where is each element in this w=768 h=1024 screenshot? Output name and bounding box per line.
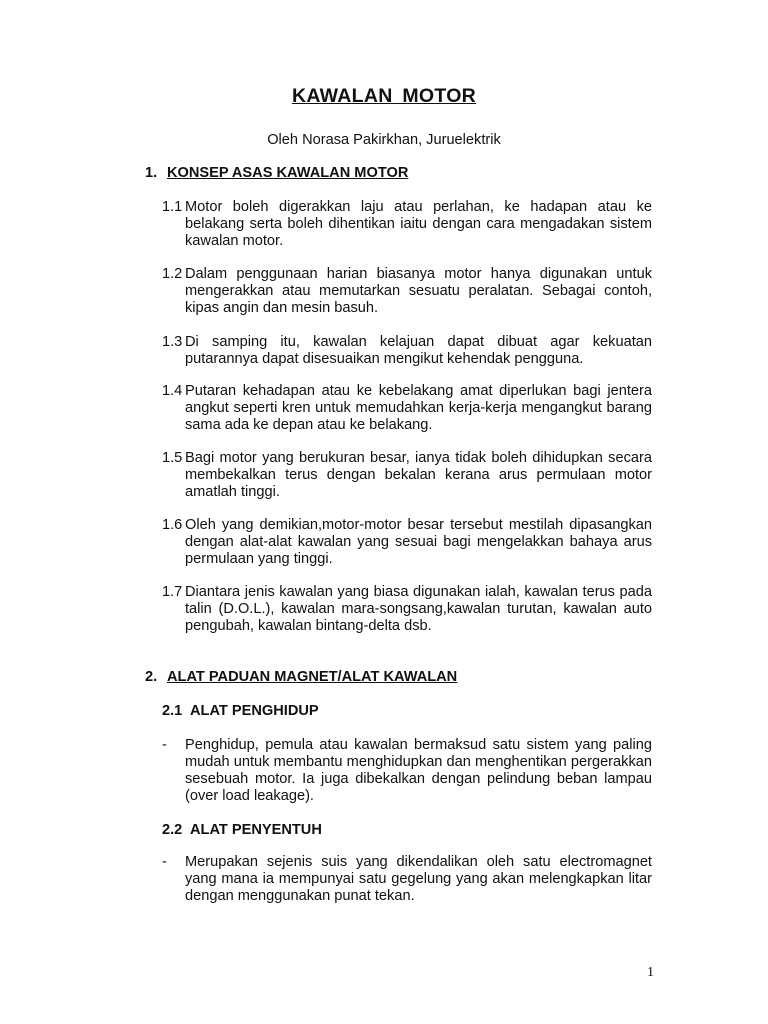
page-number: 1 [647,965,654,980]
item-text: Penghidup, pemula atau kawalan bermaksud satu sistem yang paling mudah untuk membantu menghidupkan dan menghentikan pergerakkan sesebuah motor. Ia juga dibekalkan dengan pelindung beban lampau (over load leakage). [185,737,652,804]
document-title: KAWALAN MOTOR [291,85,477,107]
subsection-2-2-heading [162,822,322,839]
item-text: Merupakan sejenis suis yang dikendalikan oleh satu electromagnet yang mana ia mempunyai satu gegelung yang akan melengkapkan litar dengan menggunakan punat tekan. [185,854,652,904]
list-item [162,737,652,805]
list-item [162,854,652,905]
bullet-dash: - [162,737,167,753]
item-number: 1.4 [162,383,183,399]
list-item [162,383,652,434]
item-text: Bagi motor yang berukuran besar, ianya tidak boleh dihidupkan secara membekalkan terus dengan bekalan kerana arus permulaan motor amatlah tinggi. [185,450,652,500]
subsection-title: ALAT PENGHIDUP [190,703,319,719]
section-1-heading [145,165,408,182]
list-item [162,450,652,501]
section-title: ALAT PADUAN MAGNET/ALAT KAWALAN [167,669,458,685]
item-number: 1.7 [162,584,183,600]
item-number: 1.6 [162,517,183,533]
subsection-title: ALAT PENYENTUH [190,822,322,838]
item-number: 1.3 [162,334,183,350]
subsection-2-1-heading [162,703,319,720]
item-text: Dalam penggunaan harian biasanya motor hanya digunakan untuk mengerakkan atau memutarkan sesuatu peralatan. Sebagai contoh, kipas angin dan mesin basuh. [185,266,652,316]
item-text: Diantara jenis kawalan yang biasa digunakan ialah, kawalan terus pada talin (D.O.L.), kawalan mara-songsang,kawalan turutan, kawalan auto pengubah, kawalan bintang-delta dsb. [185,584,652,634]
item-number: 1.2 [162,266,183,282]
bullet-dash: - [162,854,167,870]
item-text: Di samping itu, kawalan kelajuan dapat dibuat agar kekuatan putarannya dapat disesuaikan mengikut kehendak pengguna. [185,334,652,367]
section-number: 1. [145,165,158,181]
item-text: Motor boleh digerakkan laju atau perlahan, ke hadapan atau ke belakang serta boleh dihentikan iaitu dengan cara mengadakan sistem kawalan motor. [185,199,652,249]
subsection-number: 2.1 [162,703,183,719]
list-item [162,584,652,635]
list-item [162,334,652,368]
section-2-heading [145,669,457,686]
section-number: 2. [145,669,158,685]
item-number: 1.5 [162,450,183,466]
section-title: KONSEP ASAS KAWALAN MOTOR [167,165,409,181]
document-author: Oleh Norasa Pakirkhan, Juruelektrik [267,132,501,148]
subsection-number: 2.2 [162,822,183,838]
item-text: Putaran kehadapan atau ke kebelakang amat diperlukan bagi jentera angkut seperti kren untuk memudahkan kerja-kerja mengangkut barang sama ada ke depan atau ke belakang. [185,383,652,433]
item-text: Oleh yang demikian,motor-motor besar tersebut mestilah dipasangkan dengan alat-alat kawalan yang sesuai bagi mengelakkan bahaya arus permulaan yang tinggi. [185,517,652,567]
list-item [162,266,652,317]
item-number: 1.1 [162,199,183,215]
list-item [162,517,652,568]
list-item [162,199,652,250]
